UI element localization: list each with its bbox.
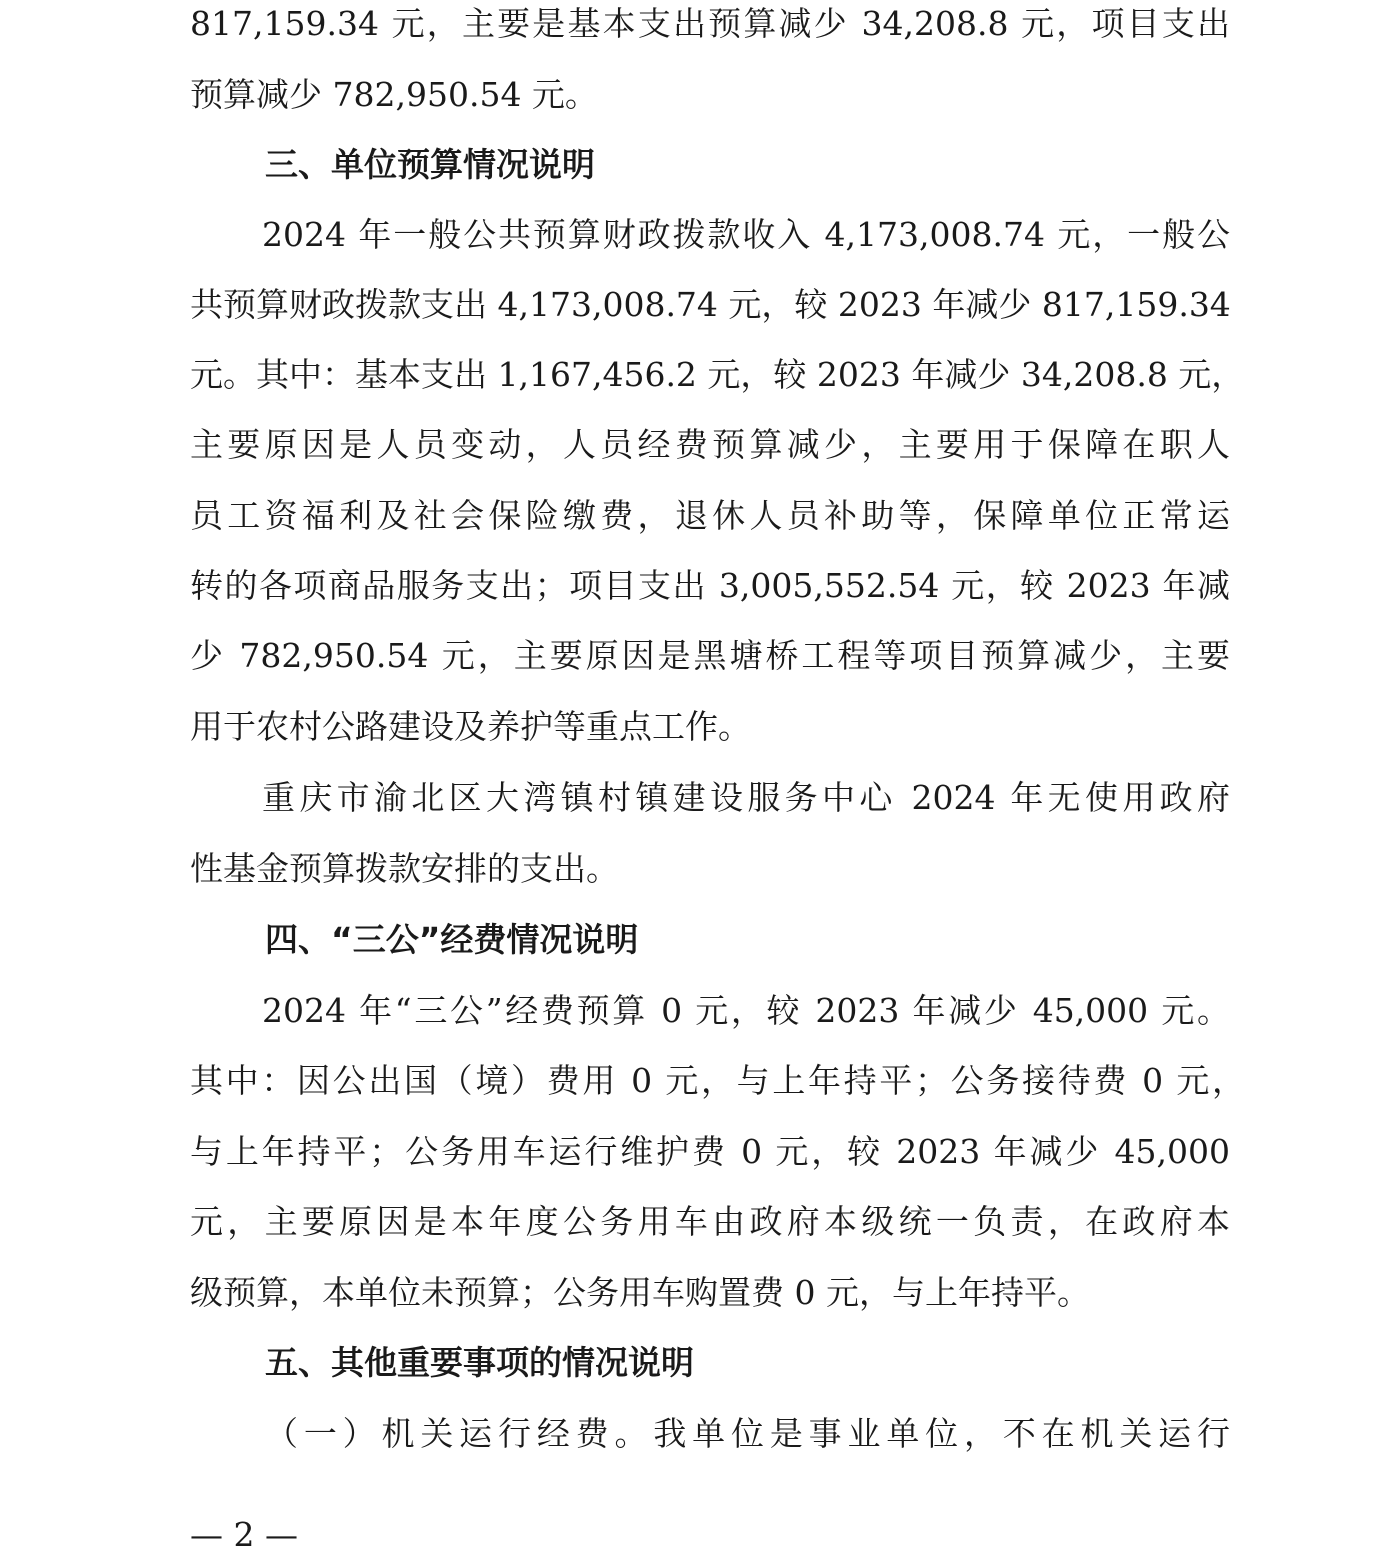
text-line-1: 817,159.34 元，主要是基本支出预算减少 34,208.8 元，项目支出	[190, 4, 1230, 43]
text-line-2: 预算减少 782,950.54 元。	[190, 75, 598, 114]
text-line-7: 主要原因是人员变动，人员经费预算减少，主要用于保障在职人	[190, 425, 1230, 464]
section-heading-5: 五、其他重要事项的情况说明	[265, 1343, 694, 1382]
section-heading-3: 三、单位预算情况说明	[265, 145, 595, 184]
text-line-4: 2024 年一般公共预算财政拨款收入 4,173,008.74 元，一般公	[262, 215, 1230, 254]
text-line-12: 重庆市渝北区大湾镇村镇建设服务中心 2024 年无使用政府	[262, 778, 1230, 817]
text-line-16: 其中：因公出国（境）费用 0 元，与上年持平；公务接待费 0 元，	[190, 1061, 1245, 1100]
text-line-6: 元。其中：基本支出 1,167,456.2 元，较 2023 年减少 34,208.8 元，	[190, 355, 1245, 394]
text-line-13: 性基金预算拨款安排的支出。	[190, 849, 619, 888]
text-line-8: 员工资福利及社会保险缴费，退休人员补助等，保障单位正常运	[190, 496, 1230, 535]
text-line-21: （一）机关运行经费。我单位是事业单位，不在机关运行	[265, 1414, 1230, 1453]
text-line-5: 共预算财政拨款支出 4,173,008.74 元，较 2023 年减少 817,159.34	[190, 285, 1231, 324]
text-line-10: 少 782,950.54 元，主要原因是黑塘桥工程等项目预算减少，主要	[190, 636, 1230, 675]
text-line-19: 级预算，本单位未预算；公务用车购置费 0 元，与上年持平。	[190, 1273, 1090, 1312]
text-line-9: 转的各项商品服务支出；项目支出 3,005,552.54 元，较 2023 年减	[190, 566, 1230, 605]
page-number: — 2 —	[190, 1515, 298, 1554]
text-line-18: 元，主要原因是本年度公务用车由政府本级统一负责，在政府本	[190, 1202, 1230, 1241]
text-line-11: 用于农村公路建设及养护等重点工作。	[190, 707, 751, 746]
section-heading-4: 四、“三公”经费情况说明	[265, 920, 639, 959]
text-line-15: 2024 年“三公”经费预算 0 元，较 2023 年减少 45,000 元。	[262, 991, 1230, 1030]
text-line-17: 与上年持平；公务用车运行维护费 0 元，较 2023 年减少 45,000	[190, 1132, 1230, 1171]
